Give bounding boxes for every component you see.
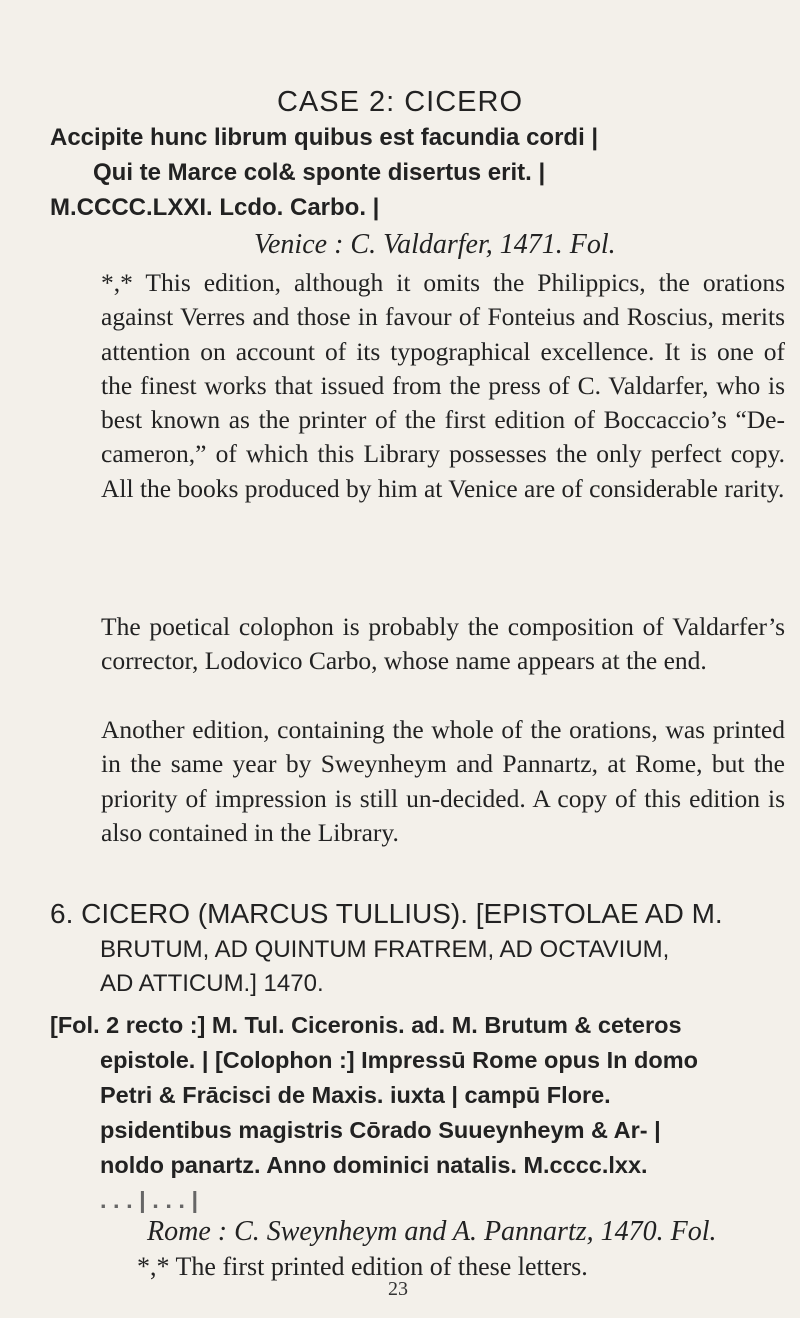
colophon-line-1: [Fol. 2 recto :] M. Tul. Ciceronis. ad. M. Brutum & ceteros (50, 1012, 682, 1038)
note-first-edition: *,* The first printed edition of these letters. (137, 1252, 588, 1281)
imprint-venice: Venice : C. Valdarfer, 1471. Fol. (254, 229, 616, 260)
note-paragraph-3 (101, 713, 785, 850)
note-paragraph-3-text: Another edition, containing the whole of the orations, was printed in the same year by Sweynheym and Pannartz, at Rome, but the priority of impression is still un-decided. A copy of this edition is also contained in the Library. (101, 715, 785, 847)
note-paragraph-1 (101, 266, 785, 506)
note-paragraph-2 (101, 610, 785, 679)
page-title: CASE 2: CICERO (276, 86, 524, 118)
imprint-rome: Rome : C. Sweynheym and A. Pannartz, 1470. Fol. (147, 1216, 717, 1247)
verse-line-2: Qui te Marce col& sponte disertus erit. | (93, 159, 546, 186)
colophon-line-3: Petri & Frācisci de Maxis. iuxta | campū Flore. (100, 1082, 611, 1108)
entry-6-heading-line-2: BRUTUM, AD QUINTUM FRATREM, AD OCTAVIUM, (100, 936, 670, 963)
entry-6-heading-line-3: AD ATTICUM.] 1470. (100, 970, 324, 997)
note-paragraph-2-text: The poetical colophon is probably the composition of Valdarfer’s corrector, Lodovico Carbo, whose name appears at the end. (101, 612, 785, 676)
colophon-line-6: . . . | . . . | (100, 1187, 199, 1213)
colophon-line-2: epistole. | [Colophon :] Impressū Rome opus In domo (100, 1047, 698, 1073)
verse-line-1: Accipite hunc librum quibus est facundia cordi | (50, 124, 599, 151)
colophon-line-4: psidentibus magistris Cōrado Suueynheym & Ar- | (100, 1117, 661, 1143)
entry-6-heading-line-1: 6. CICERO (MARCUS TULLIUS). [EPISTOLAE AD M. (50, 898, 723, 929)
verse-line-3: M.CCCC.LXXI. Lcdo. Carbo. | (50, 194, 380, 221)
colophon-line-5: noldo panartz. Anno dominici natalis. M.cccc.lxx. (100, 1152, 648, 1178)
page-number: 23 (388, 1278, 408, 1300)
note-paragraph-1-text: *,* This edition, although it omits the Philippics, the orations against Verres and those in favour of Fonteius and Roscius, merits attention on account of its typographical excellence. It is one of the finest works that issued from the press of C. Valdarfer, who is best known as the printer of the first edition of Boccaccio’s “De-cameron,” of which this Library possesses the only perfect copy. All the books produced by him at Venice are of considerable rarity. (101, 268, 785, 503)
